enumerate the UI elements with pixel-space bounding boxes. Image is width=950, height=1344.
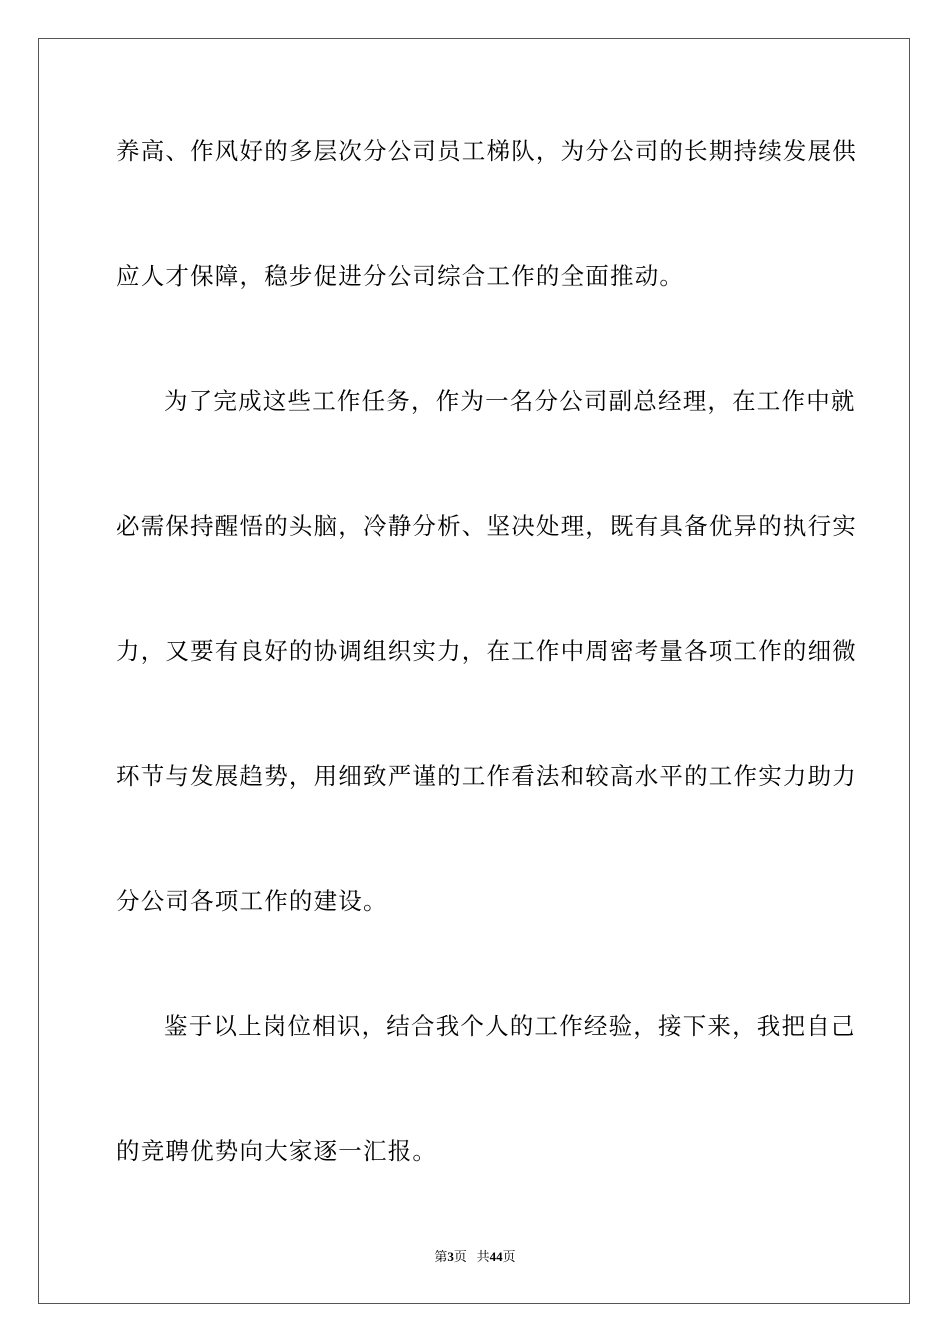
footer-prefix: 第 xyxy=(434,1249,448,1264)
body-line-3: 为了完成这些工作任务，作为一名分公司副总经理，在工作中就 xyxy=(164,387,856,415)
footer-page-suffix: 页 xyxy=(453,1249,467,1264)
body-line-7: 分公司各项工作的建设。 xyxy=(116,887,388,915)
page-border xyxy=(38,38,910,1304)
body-line-1: 养高、作风好的多层次分公司员工梯队，为分公司的长期持续发展供 xyxy=(116,137,857,165)
footer-total-suffix: 页 xyxy=(502,1249,516,1264)
body-line-6: 环节与发展趋势，用细致严谨的工作看法和较高水平的工作实力助力 xyxy=(116,762,857,790)
footer-total-prefix: 共 xyxy=(476,1249,490,1264)
footer-total-pages: 44 xyxy=(489,1249,503,1264)
body-line-9: 的竞聘优势向大家逐一汇报。 xyxy=(116,1137,438,1165)
body-line-4: 必需保持醒悟的头脑，冷静分析、坚决处理，既有具备优异的执行实 xyxy=(116,512,857,540)
body-line-5: 力，又要有良好的协调组织实力，在工作中周密考量各项工作的细微 xyxy=(116,637,857,665)
body-line-8: 鉴于以上岗位相识，结合我个人的工作经验，接下来，我把自己 xyxy=(164,1012,856,1040)
page-footer xyxy=(0,1248,950,1266)
body-line-2: 应人才保障，稳步促进分公司综合工作的全面推动。 xyxy=(116,262,685,290)
footer-current-page: 3 xyxy=(447,1249,454,1264)
